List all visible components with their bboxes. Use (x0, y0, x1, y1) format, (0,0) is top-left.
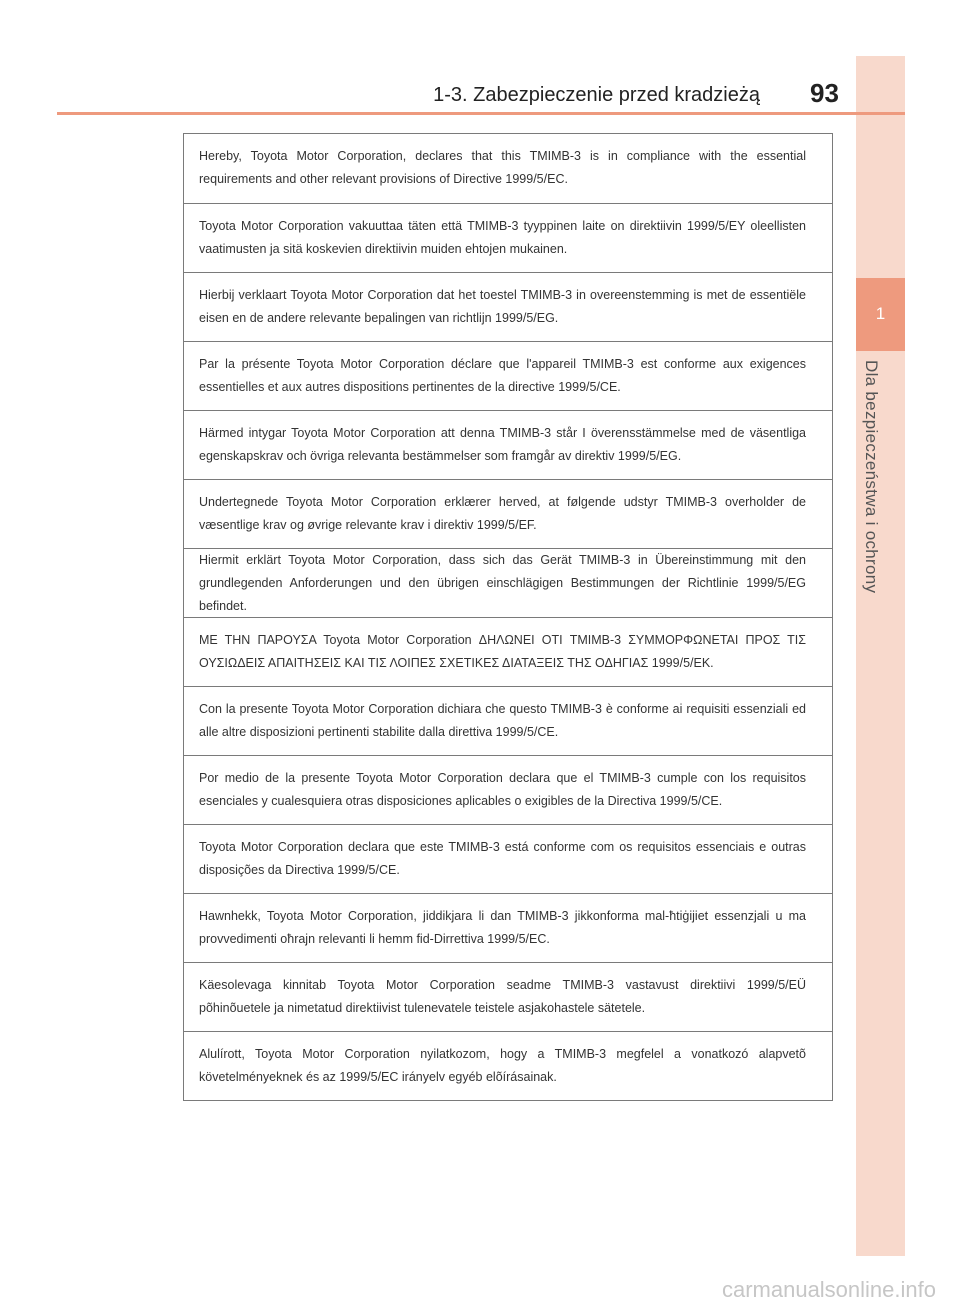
side-bar (856, 56, 905, 1256)
declaration-row-italian: Con la presente Toyota Motor Corporation dichiara che questo TMIMB-3 è conforme ai requisiti essenziali ed alle altre disposizioni pertinenti stabilite dalla direttiva 1999/5/CE. (184, 687, 832, 756)
declaration-row-finnish: Toyota Motor Corporation vakuuttaa täten että TMIMB-3 tyyppinen laite on direktiivin 1999/5/EY oleellisten vaatimusten ja sitä koskevien direktiivin muiden ehtojen mukainen. (184, 204, 832, 273)
declaration-row-portuguese: Toyota Motor Corporation declara que este TMIMB-3 está conforme com os requisitos essenciais e outras disposições da Directiva 1999/5/CE. (184, 825, 832, 894)
declaration-row-spanish: Por medio de la presente Toyota Motor Corporation declara que el TMIMB-3 cumple con los requisitos esenciales y cualesquiera otras disposiciones aplicables o exigibles de la Directiva 1999/5/CE. (184, 756, 832, 825)
section-tab-number: 1 (875, 304, 886, 323)
declaration-row-greek: ΜΕ ΤΗΝ ΠΑΡΟΥΣΑ Toyota Motor Corporation ΔΗΛΩΝΕΙ ΟΤΙ TMIMB-3 ΣΥΜΜΟΡΦΩΝΕΤΑΙ ΠΡΟΣ ΤΙΣ ΟΥΣΙΩΔΕΙΣ ΑΠΑΙΤΗΣΕΙΣ ΚΑΙ ΤΙΣ ΛΟΙΠΕΣ ΣΧΕΤΙΚΕΣ ΔΙΑΤΑΞΕΙΣ ΤΗΣ ΟΔΗΓΙΑΣ 1999/5/ΕΚ. (184, 618, 832, 687)
watermark: carmanualsonline.info (721, 1277, 936, 1302)
declaration-table (183, 133, 833, 1101)
header-rule (57, 112, 905, 115)
declaration-row-french: Par la présente Toyota Motor Corporation déclare que l'appareil TMIMB-3 est conforme aux exigences essentielles et aux autres dispositions pertinentes de la directive 1999/5/CE. (184, 342, 832, 411)
section-label: Dla bezpieczeństwa i ochrony (862, 360, 881, 594)
page-header-title: 1-3. Zabezpieczenie przed kradzieżą (433, 84, 760, 106)
declaration-row-estonian: Käesolevaga kinnitab Toyota Motor Corporation seadme TMIMB-3 vastavust direktiivi 1999/5/EÜ põhinõuetele ja nimetatud direktiivist tulenevatele teistele asjakohastele sätetele. (184, 963, 832, 1032)
declaration-row-swedish: Härmed intygar Toyota Motor Corporation att denna TMIMB-3 står I överensstämmelse med de väsentliga egenskapskrav och övriga relevanta bestämmelser som framgår av direktiv 1999/5/EG. (184, 411, 832, 480)
declaration-row-german: Hiermit erklärt Toyota Motor Corporation, dass sich das Gerät TMIMB-3 in Übereinstimmung mit den grundlegenden Anforderungen und den übrigen einschlägigen Bestimmungen der Richtlinie 1999/5/EG befindet. (184, 549, 832, 618)
declaration-row-english: Hereby, Toyota Motor Corporation, declares that this TMIMB-3 is in compliance with the essential requirements and other relevant provisions of Directive 1999/5/EC. (184, 134, 832, 204)
declaration-row-danish: Undertegnede Toyota Motor Corporation erklærer herved, at følgende udstyr TMIMB-3 overholder de væsentlige krav og øvrige relevante krav i direktiv 1999/5/EF. (184, 480, 832, 549)
declaration-row-dutch: Hierbij verklaart Toyota Motor Corporation dat het toestel TMIMB-3 in overeenstemming is met de essentiële eisen en de andere relevante bepalingen van richtlijn 1999/5/EG. (184, 273, 832, 342)
declaration-row-maltese: Hawnhekk, Toyota Motor Corporation, jiddikjara li dan TMIMB-3 jikkonforma mal-ħtiġijiet essenzjali u ma provvedimenti oħrajn relevanti li hemm fid-Dirrettiva 1999/5/EC. (184, 894, 832, 963)
page-number: 93 (810, 78, 839, 108)
declaration-row-hungarian: Alulírott, Toyota Motor Corporation nyilatkozom, hogy a TMIMB-3 megfelel a vonatkozó alapvetõ követelményeknek és az 1999/5/EC irányelv egyéb elõírásainak. (199, 1047, 806, 1084)
